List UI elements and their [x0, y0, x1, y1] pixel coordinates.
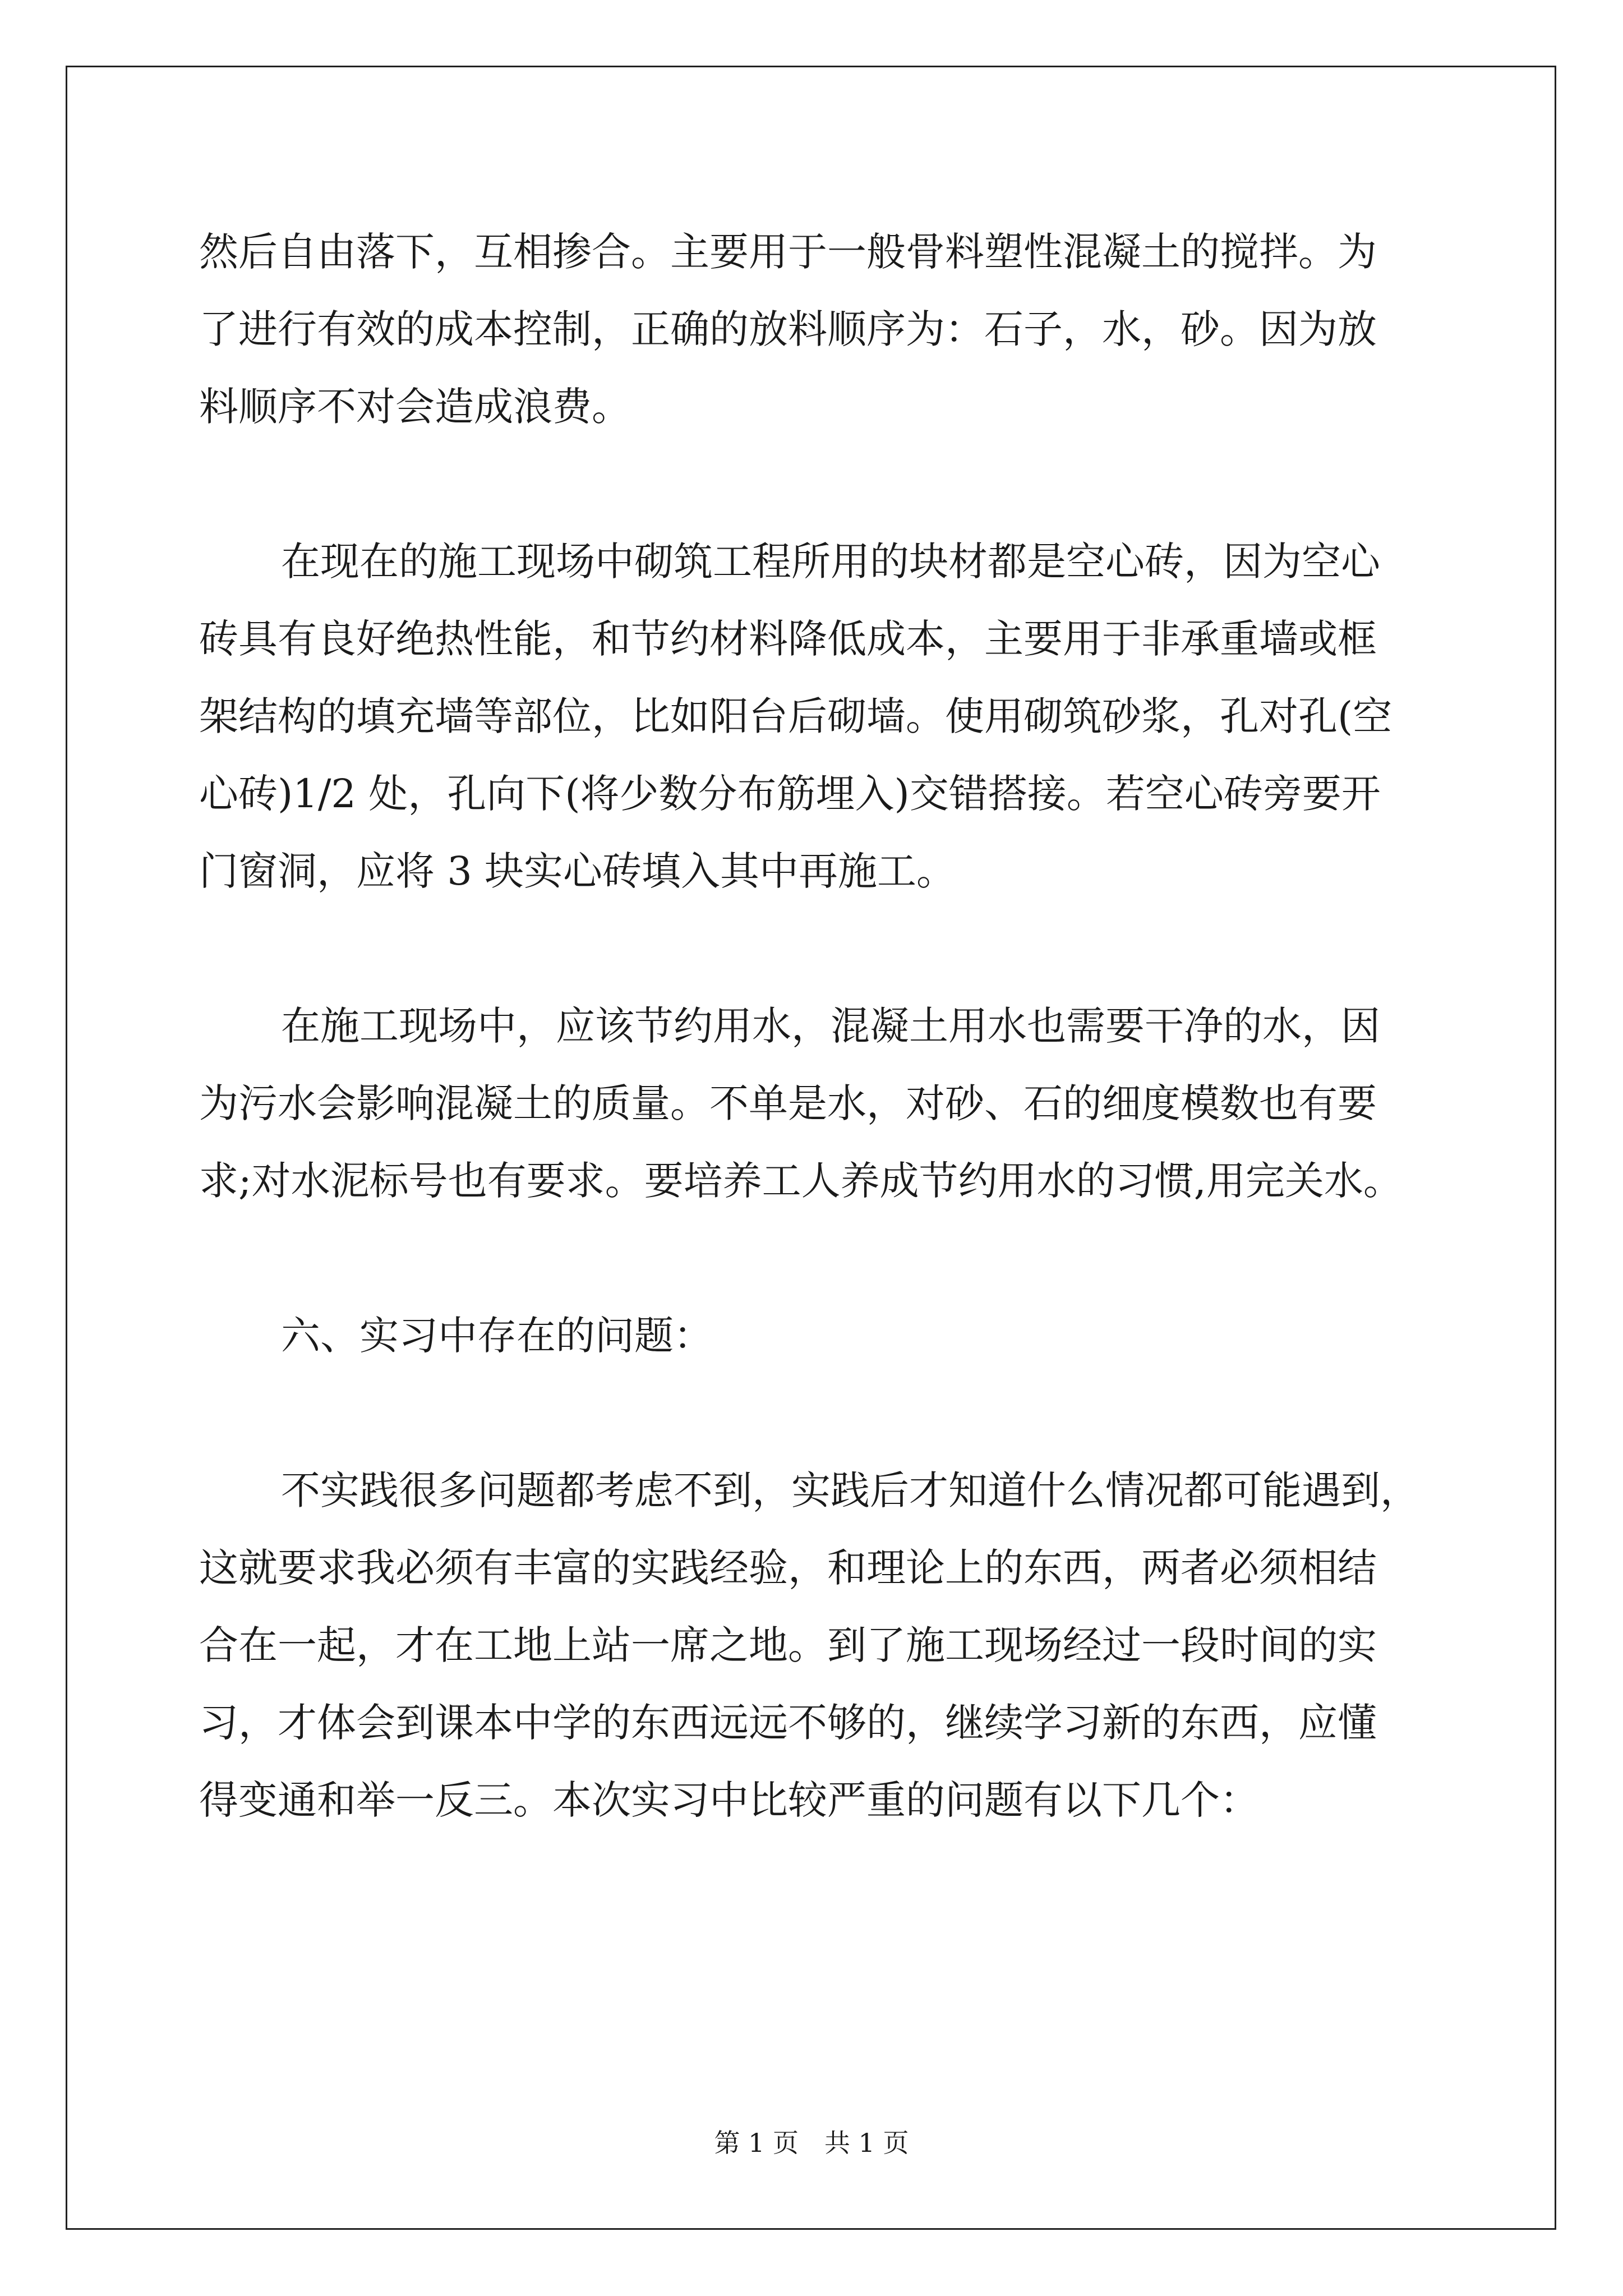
text-line: 心砖)1/2 处，孔向下(将少数分布筋埋入)交错搭接。若空心砖旁要开	[199, 771, 1381, 817]
text-line: 这就要求我必须有丰富的实践经验，和理论上的东西，两者必须相结	[199, 1545, 1377, 1591]
text-line: 了进行有效的成本控制，正确的放料顺序为：石子，水，砂。因为放	[199, 306, 1377, 352]
text-line: 习，才体会到课本中学的东西远远不够的，继续学习新的东西，应懂	[199, 1700, 1377, 1746]
text-line: 然后自由落下，互相掺合。主要用于一般骨料塑性混凝土的搅拌。为	[199, 229, 1377, 275]
text-line: 求;对水泥标号也有要求。要培养工人养成节约用水的习惯,用完关水。	[199, 1158, 1403, 1204]
text-line: 砖具有良好绝热性能，和节约材料降低成本，主要用于非承重墙或框	[199, 616, 1377, 662]
text-line: 得变通和举一反三。本次实习中比较严重的问题有以下几个：	[199, 1777, 1259, 1823]
text-line: 在现在的施工现场中砌筑工程所用的块材都是空心砖，因为空心	[281, 539, 1380, 585]
paragraph	[199, 213, 1427, 445]
paragraph	[199, 1452, 1427, 1839]
text-line: 门窗洞，应将 3 块实心砖填入其中再施工。	[199, 848, 956, 894]
text-line: 为污水会影响混凝土的质量。不单是水，对砂、石的细度模数也有要	[199, 1080, 1377, 1126]
text-line: 架结构的填充墙等部位，比如阳台后砌墙。使用砌筑砂浆，孔对孔(空	[199, 693, 1393, 739]
paragraph	[199, 987, 1427, 1220]
document-body	[199, 213, 1427, 1839]
section-heading	[199, 1297, 1427, 1374]
text-line: 不实践很多问题都考虑不到，实践后才知道什么情况都可能遇到，	[281, 1467, 1419, 1513]
text-line: 合在一起，才在工地上站一席之地。到了施工现场经过一段时间的实	[199, 1622, 1377, 1668]
text-line: 在施工现场中，应该节约用水，混凝土用水也需要干净的水，因	[281, 1003, 1380, 1049]
text-line: 六、实习中存在的问题：	[281, 1313, 713, 1359]
page-footer: 第 1 页 共 1 页	[714, 2128, 909, 2158]
paragraph	[199, 523, 1427, 910]
text-line: 料顺序不对会造成浪费。	[199, 384, 631, 430]
